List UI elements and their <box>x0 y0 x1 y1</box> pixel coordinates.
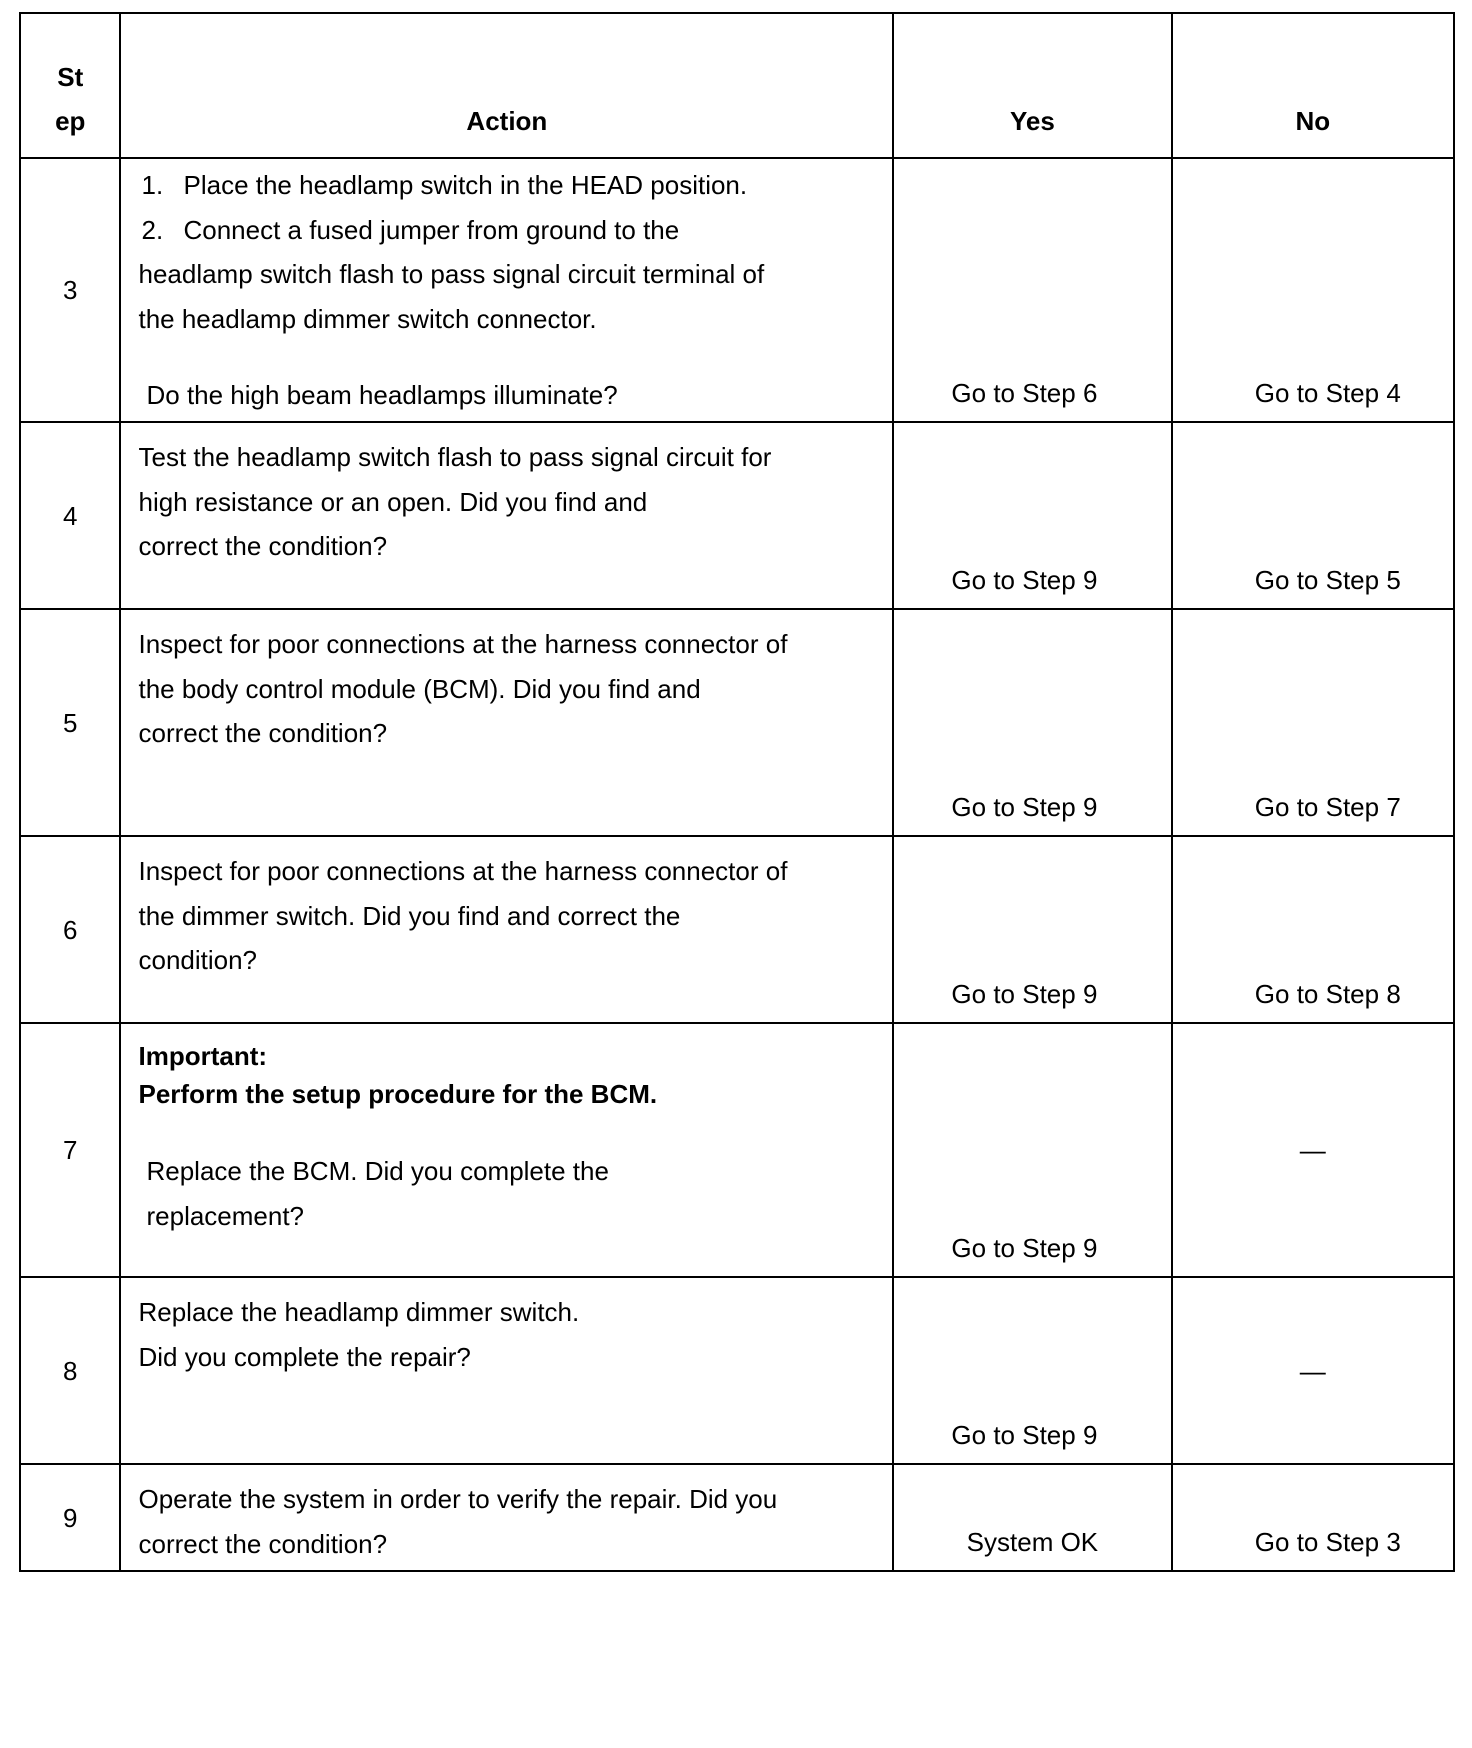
yes-result: Go to Step 9 <box>951 1420 1098 1450</box>
action-text: Did you complete the repair? <box>138 1341 471 1372</box>
yes-cell <box>893 158 1171 422</box>
no-result: Go to Step 7 <box>1254 792 1401 822</box>
action-cell <box>120 836 893 1023</box>
yes-result: Go to Step 9 <box>951 565 1098 595</box>
no-result: Go to Step 5 <box>1254 565 1401 595</box>
no-result: — <box>1299 1355 1326 1386</box>
no-cell <box>1172 422 1454 609</box>
action-text: replacement? <box>146 1200 305 1231</box>
no-cell <box>1172 1277 1454 1464</box>
table-row <box>20 1023 1454 1277</box>
table-row <box>20 158 1454 422</box>
step-number: 5 <box>20 609 120 836</box>
action-text: Inspect for poor connections at the harness connector of <box>138 856 788 886</box>
action-text: the dimmer switch. Did you find and correct the <box>138 900 681 931</box>
yes-cell <box>893 422 1171 609</box>
step-number: 6 <box>20 836 120 1023</box>
no-result: Go to Step 4 <box>1254 378 1401 408</box>
action-text: Replace the headlamp dimmer switch. <box>138 1297 580 1327</box>
action-text: Operate the system in order to verify the repair. Did you <box>138 1484 778 1514</box>
action-text: the body control module (BCM). Did you find and <box>138 673 701 704</box>
important-label: Important: <box>138 1041 268 1071</box>
no-result: Go to Step 8 <box>1254 979 1401 1009</box>
no-cell <box>1172 1464 1454 1571</box>
header-action: Action <box>120 13 893 158</box>
no-cell <box>1172 836 1454 1023</box>
important-note: Perform the setup procedure for the BCM. <box>138 1079 658 1109</box>
table-row <box>20 836 1454 1023</box>
table-row <box>20 1464 1454 1571</box>
step-number: 8 <box>20 1277 120 1464</box>
yes-cell <box>893 1464 1171 1571</box>
yes-cell <box>893 609 1171 836</box>
diagnostic-table <box>19 12 1455 1572</box>
action-text: correct the condition? <box>138 718 388 748</box>
action-text: high resistance or an open. Did you find and <box>138 486 648 517</box>
no-cell <box>1172 1023 1454 1277</box>
action-text: Test the headlamp switch flash to pass signal circuit for <box>138 442 772 472</box>
action-item: 2. Connect a fused jumper from ground to the <box>141 214 680 245</box>
yes-result: Go to Step 9 <box>951 979 1098 1009</box>
action-cell <box>120 422 893 609</box>
action-question: Do the high beam headlamps illuminate? <box>146 380 618 410</box>
step-number: 3 <box>20 158 120 422</box>
table-row <box>20 422 1454 609</box>
action-text: correct the condition? <box>138 531 388 561</box>
table-row <box>20 609 1454 836</box>
yes-result: System OK <box>966 1527 1099 1557</box>
step-number: 9 <box>20 1464 120 1571</box>
action-cell <box>120 1464 893 1571</box>
step-number: 4 <box>20 422 120 609</box>
action-text: Replace the BCM. Did you complete the <box>146 1156 609 1186</box>
yes-cell <box>893 836 1171 1023</box>
header-no: No <box>1172 13 1454 158</box>
yes-result: Go to Step 9 <box>951 1233 1098 1263</box>
header-yes: Yes <box>893 13 1171 158</box>
no-cell <box>1172 158 1454 422</box>
action-item: 1. Place the headlamp switch in the HEAD position. <box>141 170 748 200</box>
action-cell <box>120 609 893 836</box>
action-cell <box>120 1023 893 1277</box>
yes-result: Go to Step 6 <box>951 378 1098 408</box>
yes-cell <box>893 1277 1171 1464</box>
table-row <box>20 1277 1454 1464</box>
yes-cell <box>893 1023 1171 1277</box>
action-text: correct the condition? <box>138 1528 388 1559</box>
action-cell <box>120 1277 893 1464</box>
header-step: St ep <box>20 13 120 158</box>
action-cell <box>120 158 893 422</box>
step-number: 7 <box>20 1023 120 1277</box>
yes-result: Go to Step 9 <box>951 792 1098 822</box>
action-text: headlamp switch flash to pass signal circuit terminal of <box>138 259 765 289</box>
no-result: Go to Step 3 <box>1254 1527 1401 1557</box>
action-text: Inspect for poor connections at the harness connector of <box>138 629 788 659</box>
action-text: condition? <box>138 945 258 975</box>
no-cell <box>1172 609 1454 836</box>
header-row <box>20 13 1454 158</box>
no-result: — <box>1299 1135 1326 1165</box>
action-text: the headlamp dimmer switch connector. <box>138 303 597 334</box>
